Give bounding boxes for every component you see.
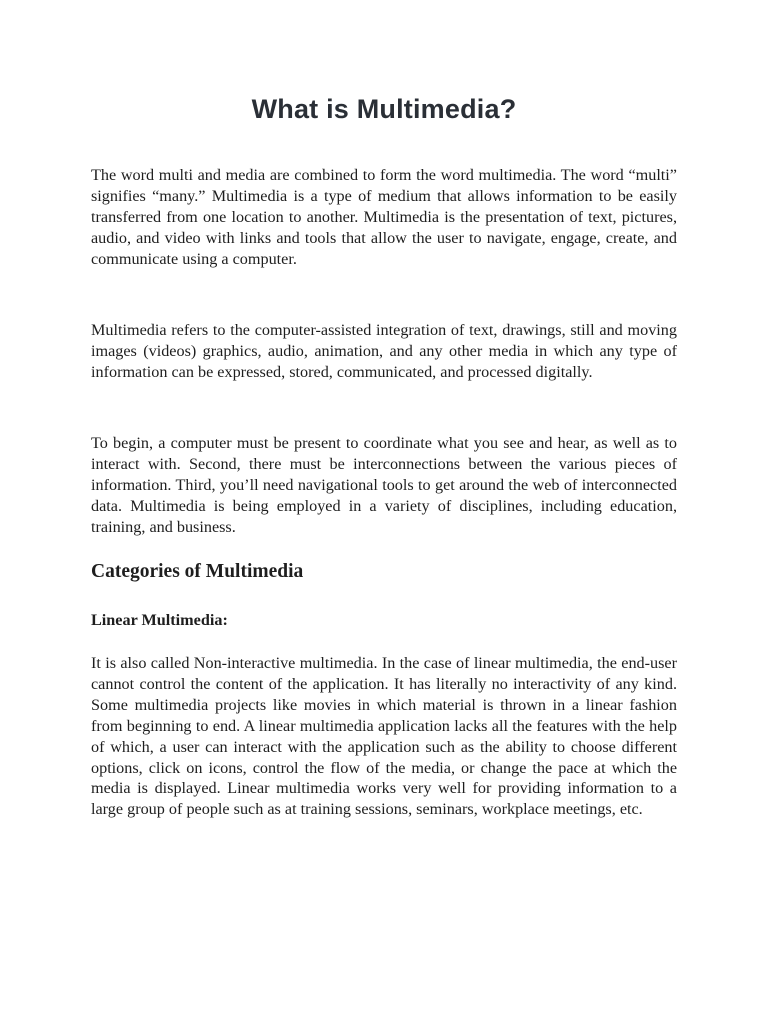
intro-paragraph: The word multi and media are combined to form the word multimedia. The word “multi” signifies “many.” Multimedia is a type of medium that allows information to be easily transferred from one location to another. Multimedia is the presentation of text, pictures, audio, and video with links and tools that allow the user to navigate, engage, create, and communicate using a computer. — [91, 166, 677, 268]
definition-paragraph: Multimedia refers to the computer-assisted integration of text, drawings, still and moving images (videos) graphics, audio, animation, and any other media in which any type of information can be expressed, stored, communicated, and processed digitally. — [91, 321, 677, 381]
section-heading: Categories of Multimedia — [91, 561, 304, 582]
subsection-heading: Linear Multimedia: — [91, 611, 228, 629]
page-title: What is Multimedia? — [251, 94, 517, 124]
requirements-paragraph: To begin, a computer must be present to coordinate what you see and hear, as well as to interact with. Second, there must be interconnections between the various pieces of information. Third, you’ll need navigational tools to get around the web of interconnected data. Multimedia is being employed in a variety of disciplines, including education, training, and business. — [91, 434, 677, 536]
linear-multimedia-paragraph: It is also called Non-interactive multimedia. In the case of linear multimedia, the end-user cannot control the content of the application. It has literally no interactivity of any kind. Some multimedia projects like movies in which material is thrown in a linear fashion from beginning to end. A linear multimedia application lacks all the features with the help of which, a user can interact with the application such as the ability to choose different options, click on icons, control the flow of the media, or change the pace at which the media is displayed. Linear multimedia works very well for providing information to a large group of people such as at training sessions, seminars, workplace meetings, etc. — [91, 654, 677, 819]
